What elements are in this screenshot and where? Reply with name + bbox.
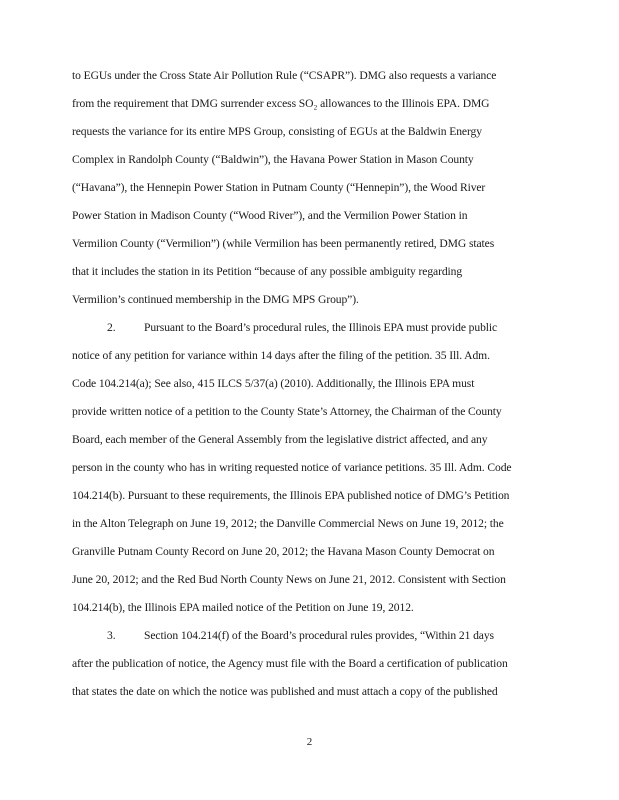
text-line: Pursuant to the Board’s procedural rules, the Illinois EPA must provide public bbox=[144, 321, 498, 334]
page-number: 2 bbox=[306, 736, 313, 748]
text-line: Vermilion County (“Vermilion”) (while Vermilion has been permanently retired, DMG states bbox=[72, 237, 495, 250]
text-line: Code 104.214(a); See also, 415 ILCS 5/37(a) (2010). Additionally, the Illinois EPA must bbox=[72, 377, 475, 390]
text-line: requests the variance for its entire MPS Group, consisting of EGUs at the Baldwin Energy bbox=[72, 125, 482, 138]
text-line: that states the date on which the notice was published and must attach a copy of the published bbox=[72, 685, 498, 698]
text-line: person in the county who has in writing requested notice of variance petitions. 35 Ill. Adm. Code bbox=[72, 461, 512, 474]
paragraph-number: 3. bbox=[107, 629, 116, 642]
text-line: from the requirement that DMG surrender excess SO₂ allowances to the Illinois EPA. DMG bbox=[72, 97, 490, 110]
text-line: 104.214(b), the Illinois EPA mailed notice of the Petition on June 19, 2012. bbox=[72, 601, 414, 614]
paragraph-2-first-line bbox=[107, 321, 497, 335]
text-line: Granville Putnam County Record on June 20, 2012; the Havana Mason County Democrat on bbox=[72, 545, 495, 558]
text-line: provide written notice of a petition to the County State’s Attorney, the Chairman of the County bbox=[72, 405, 502, 418]
text-line: notice of any petition for variance within 14 days after the filing of the petition. 35 Ill. Adm. bbox=[72, 349, 490, 362]
text-line: 104.214(b). Pursuant to these requirements, the Illinois EPA published notice of DMG’s Petition bbox=[72, 489, 510, 502]
text-line: Section 104.214(f) of the Board’s procedural rules provides, “Within 21 days bbox=[144, 629, 494, 642]
text-line: Complex in Randolph County (“Baldwin”), the Havana Power Station in Mason County bbox=[72, 153, 474, 166]
text-line: Power Station in Madison County (“Wood River”), and the Vermilion Power Station in bbox=[72, 209, 468, 222]
paragraph-3-first-line bbox=[107, 629, 494, 643]
text-line: Board, each member of the General Assembly from the legislative district affected, and any bbox=[72, 433, 488, 446]
text-line: June 20, 2012; and the Red Bud North County News on June 21, 2012. Consistent with Section bbox=[72, 573, 506, 586]
text-line: (“Havana”), the Hennepin Power Station in Putnam County (“Hennepin”), the Wood River bbox=[72, 181, 486, 194]
text-line: Vermilion’s continued membership in the DMG MPS Group”). bbox=[72, 293, 359, 306]
text-line: after the publication of notice, the Agency must file with the Board a certification of publication bbox=[72, 657, 508, 670]
paragraph-number: 2. bbox=[107, 321, 116, 334]
text-line: in the Alton Telegraph on June 19, 2012; the Danville Commercial News on June 19, 2012; the bbox=[72, 517, 504, 530]
text-line: to EGUs under the Cross State Air Pollution Rule (“CSAPR”). DMG also requests a variance bbox=[72, 69, 497, 82]
text-line: that it includes the station in its Petition “because of any possible ambiguity regarding bbox=[72, 265, 463, 278]
